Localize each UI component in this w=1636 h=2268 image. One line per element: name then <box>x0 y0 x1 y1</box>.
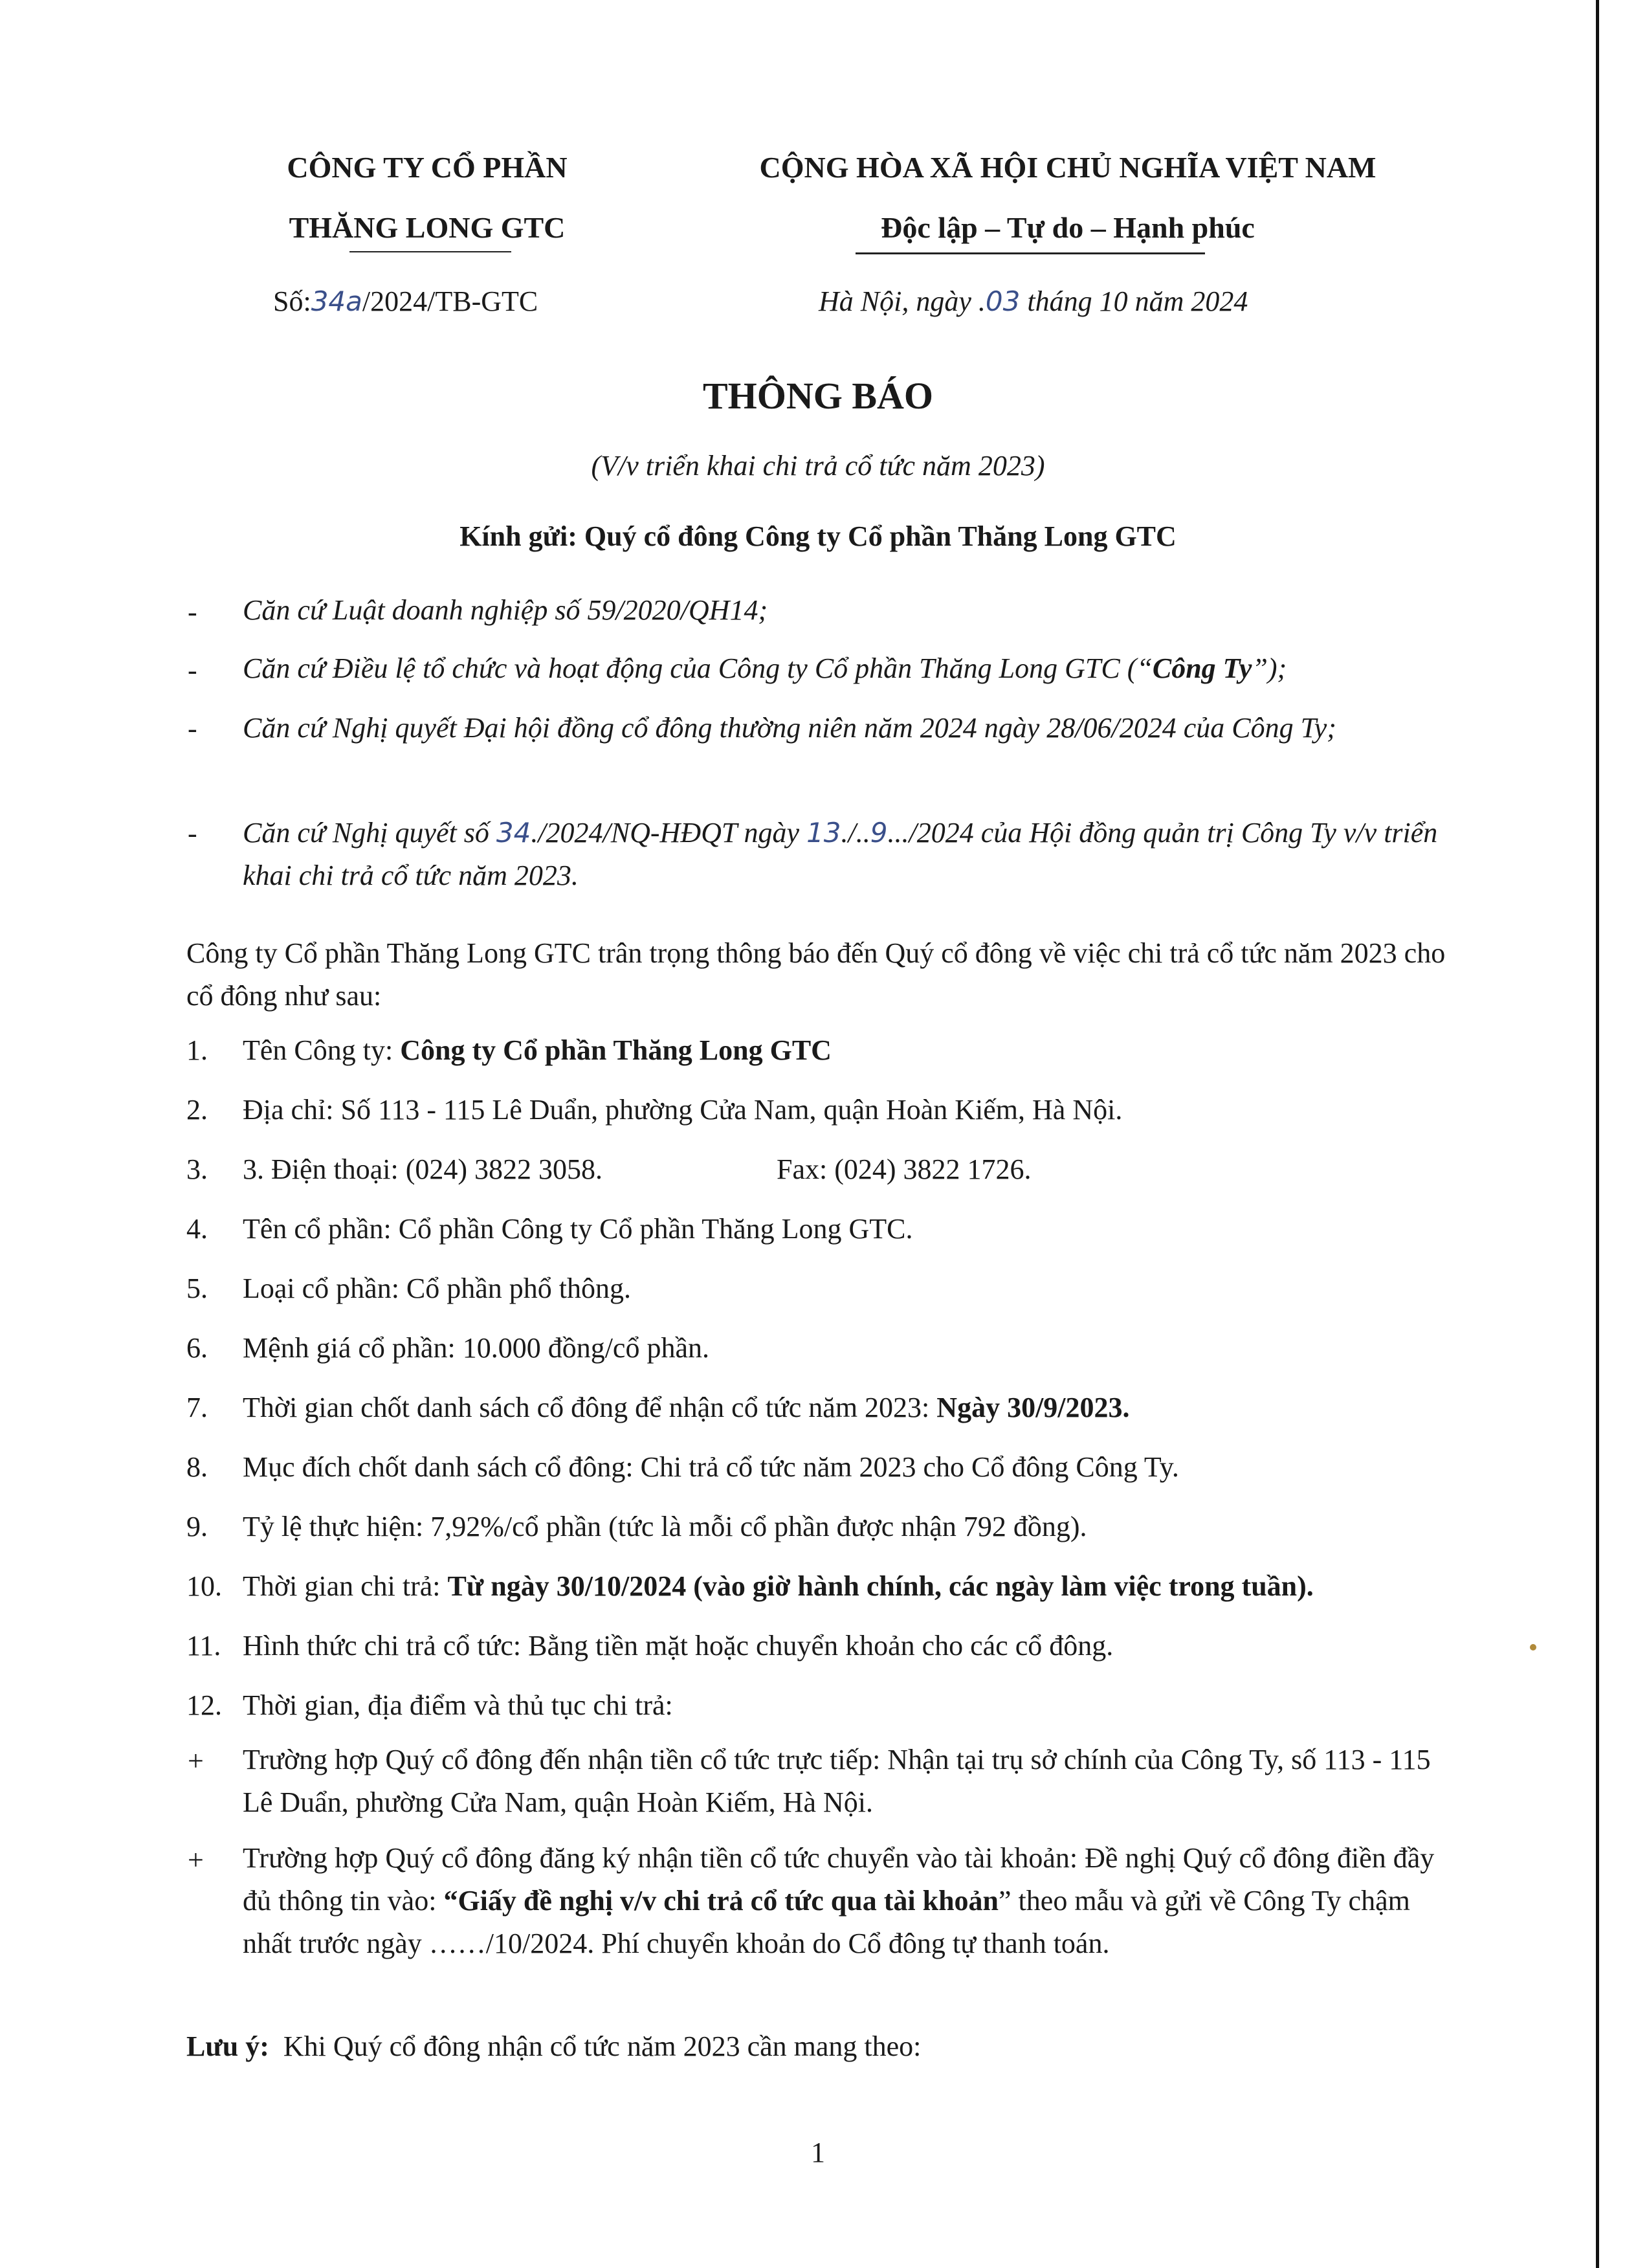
item-number: 6. <box>186 1332 208 1364</box>
basis-4 <box>243 812 1459 897</box>
issue-date-handwritten: 03 <box>985 285 1021 317</box>
basis-4-text-b: ./2024/NQ-HĐQT ngày <box>531 817 807 849</box>
plus-item-2 <box>243 1837 1459 1965</box>
basis-4-text-a: Căn cứ Nghị quyết số <box>243 817 496 849</box>
basis-2-bold: Công Ty <box>1152 652 1252 684</box>
note <box>186 2030 921 2063</box>
item-11: Hình thức chi trả cổ tức: Bằng tiền mặt hoặc chuyển khoản cho các cổ đông. <box>243 1630 1114 1662</box>
scan-speck <box>1530 1644 1536 1651</box>
recipient-label: Kính gửi: <box>459 520 577 552</box>
recipient-value: Quý cổ đông Công ty Cổ phần Thăng Long GTC <box>584 520 1177 552</box>
item-number: 1. <box>186 1034 208 1066</box>
item-1 <box>243 1034 832 1067</box>
nation-motto: Độc lập – Tự do – Hạnh phúc <box>881 211 1255 244</box>
plus-item-1: Trường hợp Quý cổ đông đến nhận tiền cổ tức trực tiếp: Nhận tại trụ sở chính của Công Ty, số 113 - 115 Lê Duẩn, phường Cửa Nam, quận Hoàn Kiếm, Hà Nội. <box>243 1744 1431 1818</box>
item-6: Mệnh giá cổ phần: 10.000 đồng/cổ phần. <box>243 1332 709 1364</box>
plus-item-2-form-name: “Giấy đề nghị v/v chi trả cổ tức qua tài khoản <box>443 1885 999 1917</box>
note-label: Lưu ý: <box>186 2030 269 2062</box>
document-title: THÔNG BÁO <box>702 375 934 417</box>
item-10-value: Từ ngày 30/10/2024 (vào giờ hành chính, các ngày làm việc trong tuần). <box>447 1570 1314 1602</box>
document-number-handwritten: 34a <box>311 285 362 317</box>
item-number: 12. <box>186 1689 222 1721</box>
basis-1: Căn cứ Luật doanh nghiệp số 59/2020/QH14; <box>243 594 768 626</box>
basis-4-handwritten-day: 13 <box>806 817 841 849</box>
basis-dash-1: - <box>188 596 197 628</box>
basis-2-tail: ”); <box>1252 652 1287 684</box>
plus-marker: + <box>188 1844 204 1876</box>
item-1-label: Tên Công ty: <box>243 1034 401 1066</box>
item-number: 2. <box>186 1094 208 1126</box>
item-3: 3. Điện thoại: (024) 3822 3058. <box>243 1153 603 1185</box>
item-7 <box>243 1391 1130 1424</box>
item-number: 4. <box>186 1213 208 1245</box>
basis-dash-2: - <box>188 654 197 686</box>
basis-2 <box>243 647 1459 690</box>
item-10 <box>243 1570 1314 1603</box>
note-text: Khi Quý cổ đông nhận cổ tức năm 2023 cần mang theo: <box>283 2030 922 2062</box>
company-name-line2: THĂNG LONG GTC <box>289 211 566 244</box>
basis-4-handwritten-month: 9 <box>870 817 888 849</box>
issue-date <box>819 285 1248 318</box>
recipient <box>0 520 1636 553</box>
company-name-line1: CÔNG TY CỔ PHẦN <box>287 151 568 184</box>
document-number-prefix: Số: <box>273 285 311 317</box>
item-number: 3. <box>186 1153 208 1185</box>
scan-edge <box>1596 0 1599 2268</box>
document-number-suffix: /2024/TB-GTC <box>362 285 538 317</box>
item-1-value: Công ty Cổ phần Thăng Long GTC <box>400 1034 832 1066</box>
item-2: Địa chỉ: Số 113 - 115 Lê Duẩn, phường Cửa Nam, quận Hoàn Kiếm, Hà Nội. <box>243 1094 1123 1126</box>
item-number: 11. <box>186 1630 221 1662</box>
item-5: Loại cổ phần: Cổ phần phổ thông. <box>243 1273 632 1304</box>
nation-title: CỘNG HÒA XÃ HỘI CHỦ NGHĨA VIỆT NAM <box>759 151 1376 184</box>
company-underline <box>349 251 511 252</box>
item-number: 10. <box>186 1570 222 1602</box>
item-7-value: Ngày 30/9/2023. <box>936 1392 1130 1423</box>
issue-date-suffix: tháng 10 năm 2024 <box>1020 285 1248 317</box>
document-number <box>273 285 538 318</box>
plus-item-2-tail: ” theo mẫu và gửi về Công Ty chậm nhất trước ngày ……/10/2024. Phí chuyển khoản do Cổ đông tự thanh toán. <box>243 1885 1410 1959</box>
intro-paragraph: Công ty Cổ phần Thăng Long GTC trân trọng thông báo đến Quý cổ đông về việc chi trả cổ tức năm 2023 cho cổ đông như sau: <box>186 937 1446 1012</box>
item-number: 5. <box>186 1273 208 1304</box>
item-3-fax: Fax: (024) 3822 1726. <box>777 1153 1032 1185</box>
basis-4-text-c: ./.. <box>841 817 870 849</box>
item-9: Tỷ lệ thực hiện: 7,92%/cổ phần (tức là mỗi cổ phần được nhận 792 đồng). <box>243 1511 1087 1542</box>
item-10-label: Thời gian chi trả: <box>243 1570 448 1602</box>
item-number: 9. <box>186 1511 208 1542</box>
item-4: Tên cổ phần: Cổ phần Công ty Cổ phần Thăng Long GTC. <box>243 1213 913 1245</box>
plus-marker: + <box>188 1745 204 1777</box>
item-12: Thời gian, địa điểm và thủ tục chi trả: <box>243 1689 673 1721</box>
basis-4-handwritten-number: 34 <box>496 817 531 849</box>
document-subtitle: (V/v triển khai chi trả cổ tức năm 2023) <box>591 450 1045 482</box>
basis-dash-3: - <box>188 713 197 744</box>
basis-dash-4: - <box>188 817 197 849</box>
page-number: 1 <box>811 2137 825 2168</box>
item-number: 8. <box>186 1451 208 1483</box>
basis-2-text: Căn cứ Điều lệ tổ chức và hoạt động của Công ty Cổ phần Thăng Long GTC (“ <box>243 652 1153 684</box>
issue-date-prefix: Hà Nội, ngày . <box>819 285 986 317</box>
motto-underline <box>856 252 1205 254</box>
item-number: 7. <box>186 1392 208 1423</box>
plus-item-2-text: Trường hợp Quý cổ đông đăng ký nhận tiền cổ tức chuyển vào tài khoản: Đề nghị Quý cổ đông điền đầy đủ thông tin vào: <box>243 1842 1435 1917</box>
item-8: Mục đích chốt danh sách cổ đông: Chi trả cổ tức năm 2023 cho Cổ đông Công Ty. <box>243 1451 1179 1483</box>
basis-3: Căn cứ Nghị quyết Đại hội đồng cổ đông thường niên năm 2024 ngày 28/06/2024 của Công Ty; <box>243 712 1336 744</box>
item-7-label: Thời gian chốt danh sách cổ đông để nhận cổ tức năm 2023: <box>243 1392 937 1423</box>
basis-4-text-d: .../2024 của Hội đồng quản trị Công Ty v/v triển khai chi trả cổ tức năm 2023. <box>243 817 1438 891</box>
